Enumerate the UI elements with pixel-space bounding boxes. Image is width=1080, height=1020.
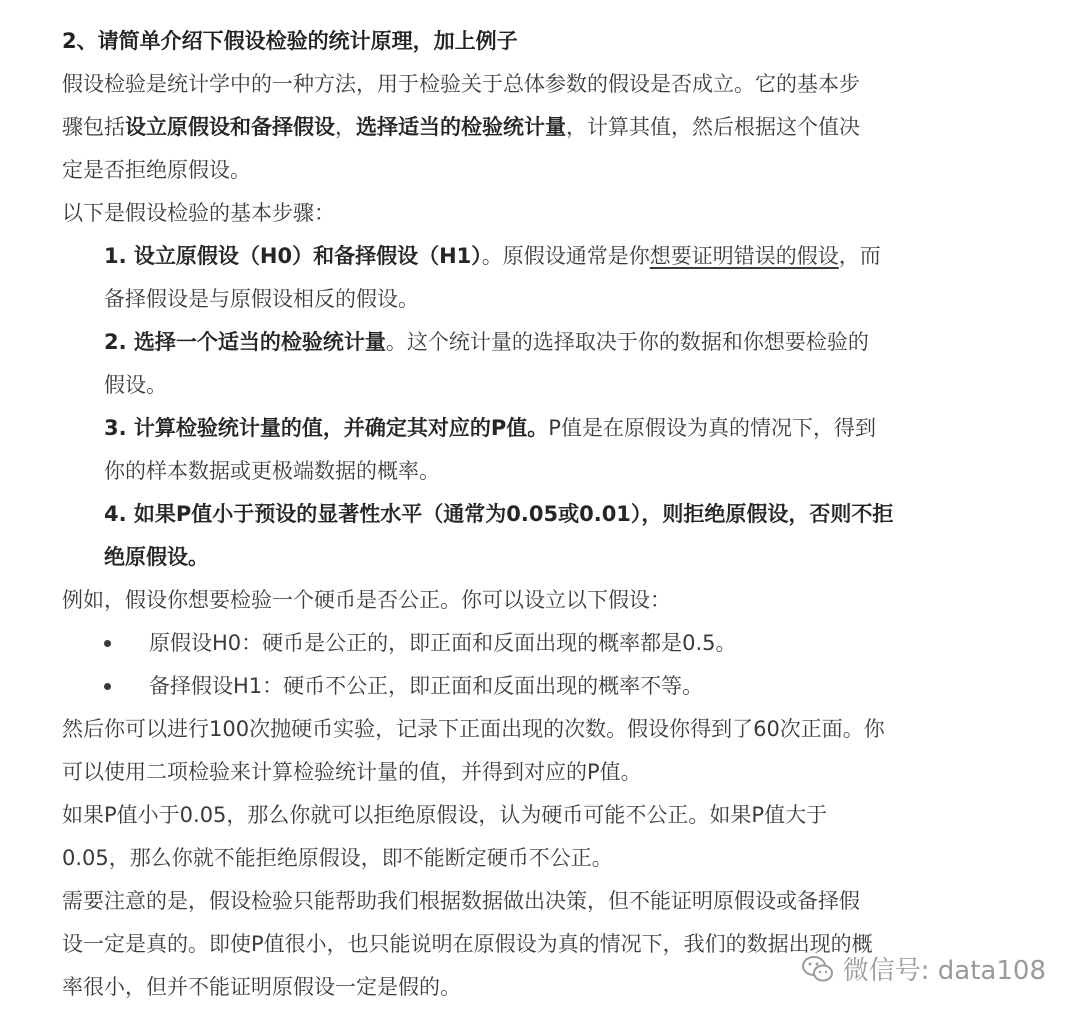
section-heading: 2、请简单介绍下假设检验的统计原理，加上例子: [62, 29, 518, 53]
example-line-3: 可以使用二项检验来计算检验统计量的值，并得到对应的P值。: [62, 760, 642, 784]
watermark-text: 微信号: data108: [842, 956, 1046, 986]
note-line-2: 设一定是真的。即使P值很小，也只能说明在原假设为真的情况下，我们的数据出现的概: [62, 932, 873, 956]
list-item: 备择假设H1：硬币不公正，即正面和反面出现的概率不等。: [62, 665, 1062, 708]
step-2-cont: 假设。: [104, 373, 167, 397]
step-1-title: 1. 设立原假设（H0）和备择假设（H1）: [104, 244, 482, 268]
note-line-1: 需要注意的是，假设检验只能帮助我们根据数据做出决策，但不能证明原假设或备择假: [62, 889, 860, 913]
intro-line-3: 定是否拒绝原假设。: [62, 158, 251, 182]
bold-phrase: 设立原假设和备择假设: [125, 115, 335, 139]
example-line-4: 如果P值小于0.05，那么你就可以拒绝原假设，认为硬币可能不公正。如果P值大于: [62, 803, 828, 827]
bullet-icon: [104, 640, 111, 647]
intro-line-1: 假设检验是统计学中的一种方法，用于检验关于总体参数的假设是否成立。它的基本步: [62, 72, 860, 96]
step-2-title: 2. 选择一个适当的检验统计量: [104, 330, 386, 354]
wechat-watermark: [801, 950, 1046, 987]
step-3-cont: 你的样本数据或更极端数据的概率。: [104, 459, 440, 483]
list-item: 原假设H0：硬币是公正的，即正面和反面出现的概率都是0.5。: [62, 622, 1062, 665]
intro-line-4: 以下是假设检验的基本步骤：: [62, 201, 335, 225]
intro-line-2: 骤包括设立原假设和备择假设，选择适当的检验统计量，计算其值，然后根据这个值决: [62, 115, 860, 139]
underlined-phrase: 想要证明错误的假设: [649, 244, 839, 268]
step-1: 1. 设立原假设（H0）和备择假设（H1）。原假设通常是你想要证明错误的假设，而: [104, 244, 881, 268]
step-4-cont: 绝原假设。: [104, 545, 209, 569]
example-line-2: 然后你可以进行100次抛硬币实验，记录下正面出现的次数。假设你得到了60次正面。你: [62, 717, 885, 741]
example-intro: 例如，假设你想要检验一个硬币是否公正。你可以设立以下假设：: [62, 588, 671, 612]
note-line-3: 率很小，但并不能证明原假设一定是假的。: [62, 975, 461, 999]
step-2: 2. 选择一个适当的检验统计量。这个统计量的选择取决于你的数据和你想要检验的: [104, 330, 869, 354]
bold-phrase: 选择适当的检验统计量: [356, 115, 566, 139]
step-3: 3. 计算检验统计量的值，并确定其对应的P值。P值是在原假设为真的情况下，得到: [104, 416, 876, 440]
article-body: [62, 20, 1062, 1009]
wechat-icon: [801, 954, 835, 984]
example-line-5: 0.05，那么你就不能拒绝原假设，即不能断定硬币不公正。: [62, 846, 613, 870]
step-4: 4. 如果P值小于预设的显著性水平（通常为0.05或0.01），则拒绝原假设，否则不拒: [104, 502, 894, 526]
step-1-cont: 备择假设是与原假设相反的假设。: [104, 287, 419, 311]
step-3-title: 3. 计算检验统计量的值，并确定其对应的P值。: [104, 416, 549, 440]
bullet-icon: [104, 683, 111, 690]
